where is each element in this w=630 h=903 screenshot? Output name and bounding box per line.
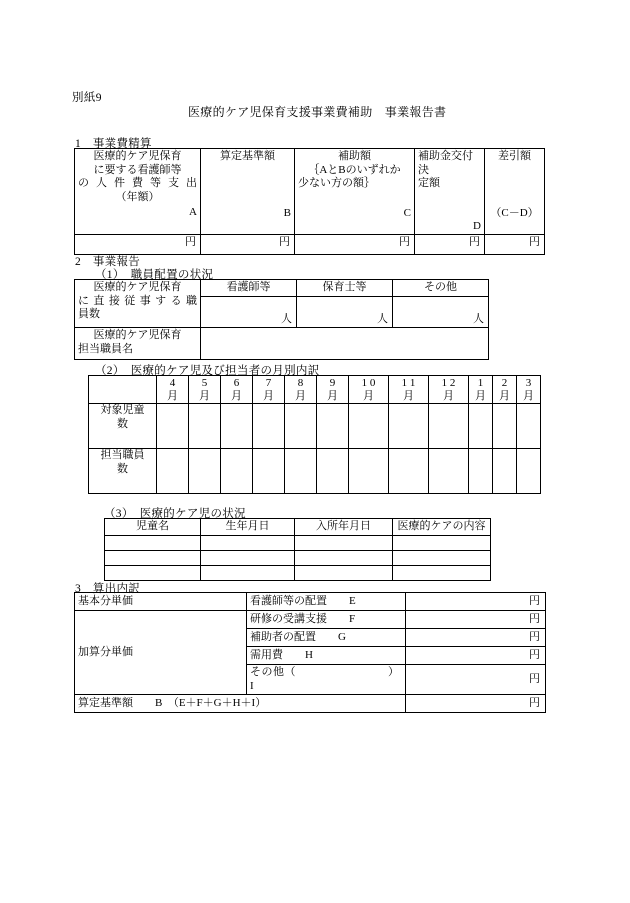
monthly-staff-label-line1: 担当職員 — [100, 449, 145, 461]
monthly-header-month-4 — [157, 376, 189, 404]
staffing-row-label-1 — [75, 280, 201, 328]
monthly-month-suffix-7: 月 — [263, 389, 274, 402]
monthly-staff-cell-4[interactable] — [157, 449, 189, 494]
settlement-header-d — [415, 149, 485, 235]
monthly-month-number-12: 1 2 — [441, 377, 456, 389]
settlement-header-b — [201, 149, 295, 235]
staffing-value-other[interactable]: 人 — [393, 297, 489, 328]
monthly-month-number-6: 6 — [233, 377, 240, 389]
breakdown-amount-supplies[interactable]: 円 — [406, 647, 546, 665]
settlement-d-letter: D — [473, 219, 481, 232]
monthly-children-cell-1[interactable] — [469, 404, 493, 449]
monthly-header-month-7 — [253, 376, 285, 404]
monthly-month-suffix-4: 月 — [167, 389, 178, 402]
children-cell-admission-2[interactable] — [295, 551, 393, 566]
table-row — [105, 566, 491, 581]
monthly-row-label-children — [89, 404, 157, 449]
monthly-month-suffix-9: 月 — [327, 389, 338, 402]
children-cell-admission-3[interactable] — [295, 566, 393, 581]
monthly-header-month-12 — [429, 376, 469, 404]
monthly-header-month-11 — [389, 376, 429, 404]
monthly-corner-cell — [89, 376, 157, 404]
table-row — [105, 519, 491, 536]
monthly-header-month-5 — [189, 376, 221, 404]
staffing-staff-names-field[interactable] — [201, 328, 489, 360]
monthly-children-cell-12[interactable] — [429, 404, 469, 449]
settlement-value-b[interactable]: 円 — [201, 235, 295, 255]
settlement-header-c — [295, 149, 415, 235]
monthly-header-month-2 — [493, 376, 517, 404]
table-row — [89, 376, 541, 404]
table-row — [75, 235, 545, 255]
monthly-staff-cell-11[interactable] — [389, 449, 429, 494]
monthly-month-number-4: 4 — [169, 377, 176, 389]
monthly-month-number-1: 1 — [477, 377, 484, 389]
monthly-staff-cell-12[interactable] — [429, 449, 469, 494]
staffing-row-label-2 — [75, 328, 201, 360]
breakdown-item-label-training: 研修の受講支援 F — [247, 611, 406, 629]
table-row — [75, 611, 546, 629]
children-cell-birthdate-1[interactable] — [201, 536, 295, 551]
staffing-label2-line2: 担当職員名 — [78, 342, 133, 355]
breakdown-total-amount[interactable]: 円 — [406, 695, 546, 713]
table-row — [105, 551, 491, 566]
monthly-month-suffix-8: 月 — [295, 389, 306, 402]
settlement-a-line4: （年額） — [115, 190, 160, 203]
monthly-month-number-2: 2 — [501, 377, 508, 389]
monthly-children-cell-9[interactable] — [317, 404, 349, 449]
monthly-month-suffix-11: 月 — [403, 389, 414, 402]
settlement-d-line2: 定額 — [418, 177, 440, 189]
children-header-care-content: 医療的ケアの内容 — [393, 519, 491, 536]
monthly-month-suffix-12: 月 — [443, 389, 454, 402]
monthly-staff-cell-6[interactable] — [221, 449, 253, 494]
monthly-header-month-9 — [317, 376, 349, 404]
breakdown-amount-other[interactable]: 円 — [406, 665, 546, 695]
children-status-table — [104, 518, 491, 581]
settlement-header-a — [75, 149, 201, 235]
settlement-e-line1: 差引額 — [498, 150, 531, 162]
monthly-month-number-11: 1 1 — [401, 377, 416, 389]
monthly-staff-cell-9[interactable] — [317, 449, 349, 494]
table-row — [105, 536, 491, 551]
monthly-header-month-3 — [517, 376, 541, 404]
monthly-staff-cell-2[interactable] — [493, 449, 517, 494]
section-heading-3: 3 算出内訳 — [75, 583, 141, 595]
children-cell-care-3[interactable] — [393, 566, 491, 581]
breakdown-amount-training[interactable]: 円 — [406, 611, 546, 629]
breakdown-item-label-other[interactable]: その他（ ）I — [247, 665, 406, 695]
staffing-value-nurse[interactable]: 人 — [201, 297, 297, 328]
staffing-table — [74, 279, 489, 360]
monthly-children-cell-3[interactable] — [517, 404, 541, 449]
settlement-value-d[interactable]: 円 — [415, 235, 485, 255]
breakdown-item-label-assistant: 補助者の配置 G — [247, 629, 406, 647]
breakdown-basic-label: 基本分単価 — [75, 593, 247, 611]
monthly-header-month-8 — [285, 376, 317, 404]
children-cell-name-1[interactable] — [105, 536, 201, 551]
settlement-table — [74, 148, 545, 255]
settlement-a-line1: 医療的ケア児保育 — [93, 150, 182, 162]
monthly-header-month-10 — [349, 376, 389, 404]
table-row — [75, 149, 545, 235]
monthly-children-label-line2: 数 — [117, 417, 128, 430]
form-id-label: 別紙9 — [72, 92, 102, 104]
staffing-header-nurse: 看護師等 — [201, 280, 297, 297]
staffing-label1-line3: 員数 — [78, 308, 100, 320]
monthly-breakdown-table — [88, 375, 541, 494]
staffing-label2-line1: 医療的ケア児保育 — [93, 329, 182, 341]
page-title: 医療的ケア児保育支援事業費補助 事業報告書 — [188, 105, 447, 119]
monthly-staff-cell-7[interactable] — [253, 449, 285, 494]
settlement-a-line3: の人件費等支出 — [78, 177, 197, 189]
monthly-staff-cell-3[interactable] — [517, 449, 541, 494]
monthly-month-suffix-3: 月 — [523, 389, 534, 402]
children-header-name: 児童名 — [105, 519, 201, 536]
children-cell-birthdate-2[interactable] — [201, 551, 295, 566]
settlement-value-c[interactable]: 円 — [295, 235, 415, 255]
table-row — [75, 280, 489, 297]
breakdown-total-label: 算定基準額 B （E＋F＋G＋H＋I） — [75, 695, 406, 713]
breakdown-amount-assistant[interactable]: 円 — [406, 629, 546, 647]
monthly-month-suffix-2: 月 — [499, 389, 510, 402]
children-cell-admission-1[interactable] — [295, 536, 393, 551]
monthly-children-cell-4[interactable] — [157, 404, 189, 449]
table-row — [75, 695, 546, 713]
settlement-value-a[interactable]: 円 — [75, 235, 201, 255]
settlement-c-line2: ｛AとBのいずれか — [308, 163, 401, 176]
monthly-staff-cell-5[interactable] — [189, 449, 221, 494]
children-cell-name-3[interactable] — [105, 566, 201, 581]
children-cell-care-2[interactable] — [393, 551, 491, 566]
table-row — [89, 404, 541, 449]
monthly-staff-cell-1[interactable] — [469, 449, 493, 494]
monthly-children-cell-11[interactable] — [389, 404, 429, 449]
monthly-month-number-8: 8 — [297, 377, 304, 389]
staffing-header-other: その他 — [393, 280, 489, 297]
settlement-header-e — [485, 149, 545, 235]
breakdown-item-label-supplies: 需用費 H — [247, 647, 406, 665]
monthly-row-label-staff — [89, 449, 157, 494]
subsection-heading-2-2: （2） 医療的ケア児及び担当者の月別内訳 — [95, 365, 320, 377]
subsection-heading-2-1: （1） 職員配置の状況 — [95, 269, 214, 281]
subsection-heading-2-3: （3） 医療的ケア児の状況 — [104, 508, 246, 520]
settlement-a-line2: に要する看護師等 — [93, 163, 182, 176]
breakdown-amount-nurse[interactable]: 円 — [406, 593, 546, 611]
monthly-month-suffix-5: 月 — [199, 389, 210, 402]
staffing-header-childcare: 保育士等 — [297, 280, 393, 297]
monthly-month-suffix-6: 月 — [231, 389, 242, 402]
settlement-c-line3: 少ない方の額｝ — [298, 177, 375, 189]
monthly-month-number-3: 3 — [525, 377, 532, 389]
monthly-children-cell-2[interactable] — [493, 404, 517, 449]
staffing-label1-line2: に直接従事する職 — [78, 294, 197, 307]
breakdown-addition-label: 加算分単価 — [75, 611, 247, 695]
monthly-month-number-5: 5 — [201, 377, 208, 389]
settlement-c-line1: 補助額 — [338, 150, 371, 162]
table-row — [89, 449, 541, 494]
section-heading-2: 2 事業報告 — [75, 256, 141, 268]
monthly-children-cell-8[interactable] — [285, 404, 317, 449]
table-row — [75, 593, 546, 611]
monthly-staff-cell-10[interactable] — [349, 449, 389, 494]
monthly-children-cell-5[interactable] — [189, 404, 221, 449]
section-heading-1: 1 事業費精算 — [75, 138, 152, 150]
children-header-admission: 入所年月日 — [295, 519, 393, 536]
monthly-month-suffix-1: 月 — [475, 389, 486, 402]
monthly-children-label-line1: 対象児童 — [100, 404, 145, 416]
settlement-e-letter: （C－D） — [490, 206, 539, 219]
monthly-children-cell-7[interactable] — [253, 404, 285, 449]
children-cell-birthdate-3[interactable] — [201, 566, 295, 581]
staffing-value-childcare[interactable]: 人 — [297, 297, 393, 328]
staffing-label1-line1: 医療的ケア児保育 — [93, 281, 182, 293]
monthly-staff-label-line2: 数 — [117, 462, 128, 475]
settlement-b-line1: 算定基準額 — [220, 150, 275, 162]
settlement-c-letter: C — [403, 206, 411, 219]
breakdown-item-label-nurse: 看護師等の配置 E — [247, 593, 406, 611]
children-cell-name-2[interactable] — [105, 551, 201, 566]
monthly-children-cell-10[interactable] — [349, 404, 389, 449]
settlement-a-letter: A — [189, 206, 197, 218]
monthly-month-suffix-10: 月 — [363, 389, 374, 402]
children-cell-care-1[interactable] — [393, 536, 491, 551]
monthly-month-number-10: 1 0 — [361, 377, 376, 389]
settlement-value-e[interactable]: 円 — [485, 235, 545, 255]
table-row — [75, 328, 489, 360]
monthly-month-number-7: 7 — [265, 377, 272, 389]
settlement-d-line1: 補助金交付決 — [418, 150, 473, 176]
children-header-birthdate: 生年月日 — [201, 519, 295, 536]
monthly-children-cell-6[interactable] — [221, 404, 253, 449]
calculation-breakdown-table — [74, 592, 546, 713]
settlement-b-letter: B — [283, 206, 291, 219]
monthly-header-month-1 — [469, 376, 493, 404]
monthly-header-month-6 — [221, 376, 253, 404]
monthly-staff-cell-8[interactable] — [285, 449, 317, 494]
monthly-month-number-9: 9 — [329, 377, 336, 389]
